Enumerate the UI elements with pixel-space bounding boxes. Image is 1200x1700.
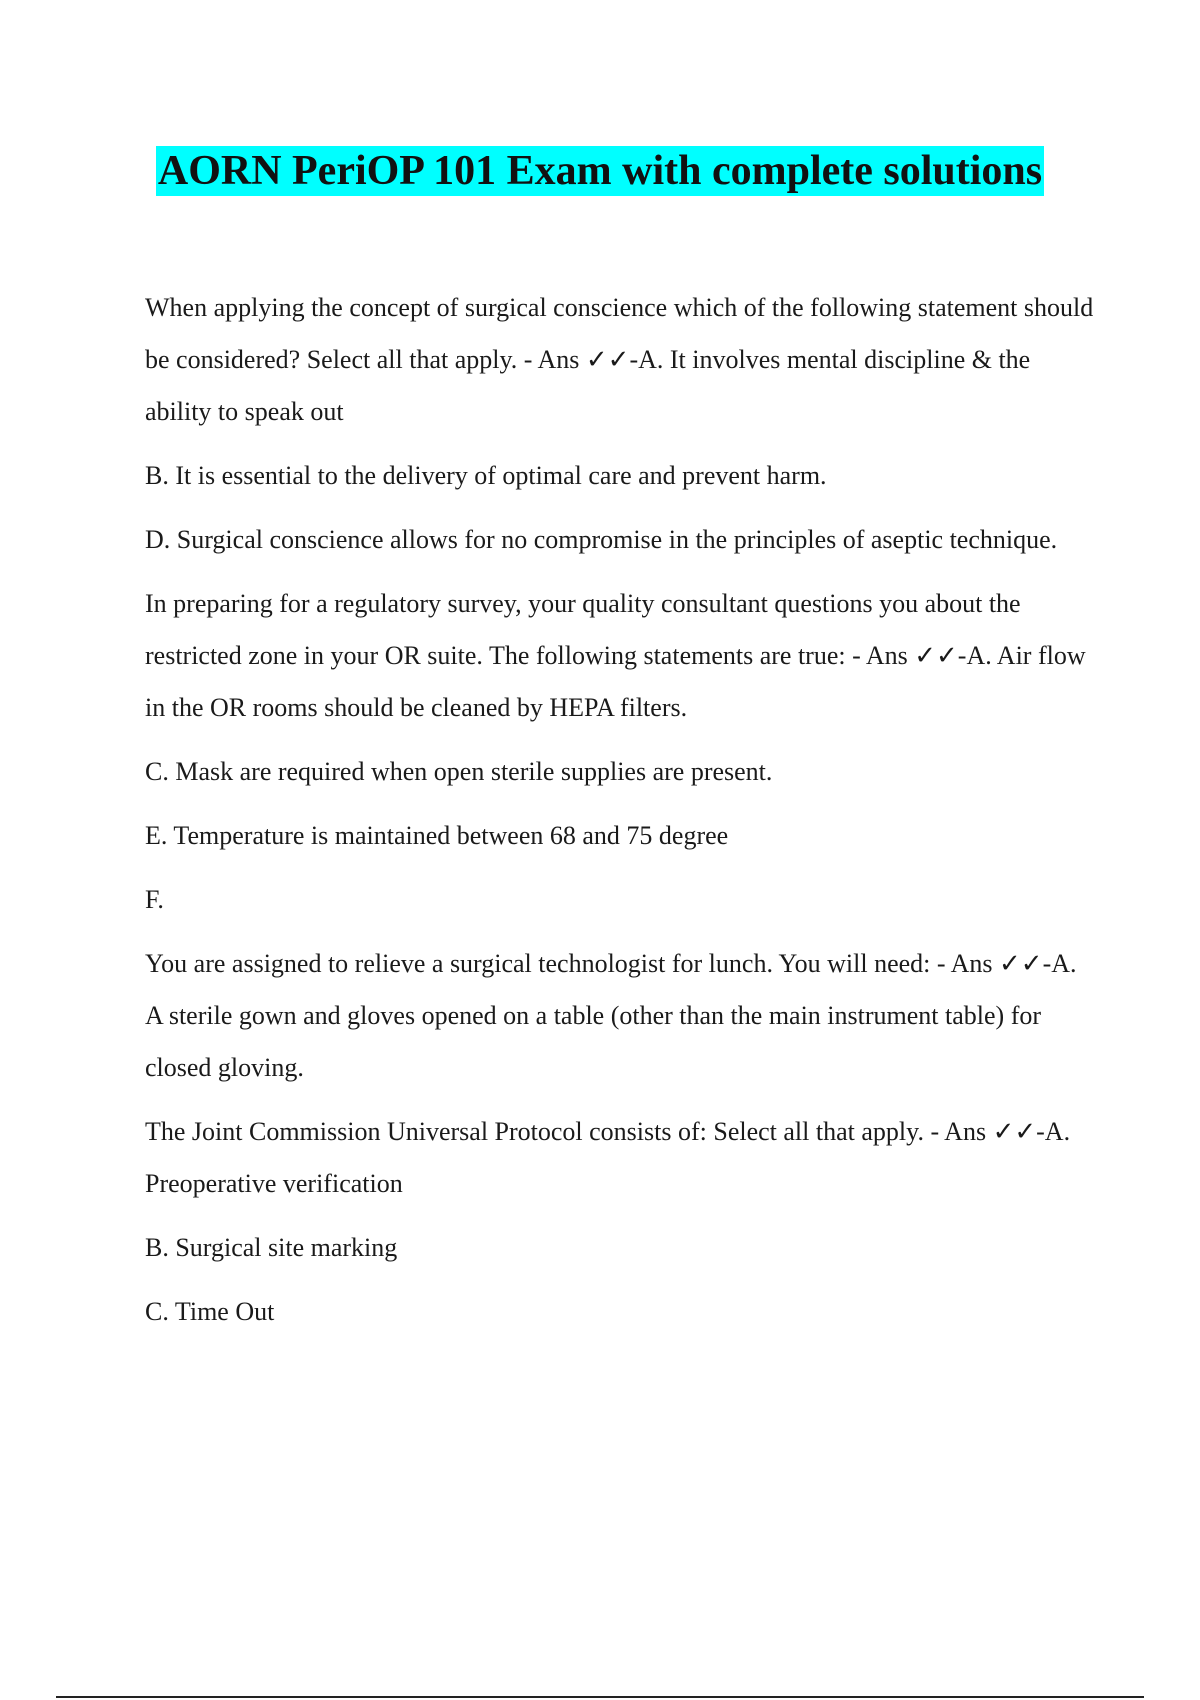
paragraph-q2-c: C. Mask are required when open sterile supplies are present. xyxy=(145,757,773,786)
paragraph-q2-e: E. Temperature is maintained between 68 and 75 degree xyxy=(145,821,729,850)
paragraph-q4: The Joint Commission Universal Protocol consists of: Select all that apply. - Ans ✓✓-A. Preoperative verification xyxy=(145,1117,1071,1198)
title-wrap xyxy=(0,146,1200,196)
paragraph-q1: When applying the concept of surgical conscience which of the following statement should be considered? Select all that apply. - Ans ✓✓-A. It involves mental discipline & the ability to speak out xyxy=(145,293,1094,426)
paragraph-q2: In preparing for a regulatory survey, your quality consultant questions you about the restricted zone in your OR suite. The following statements are true: - Ans ✓✓-A. Air flow in the OR rooms should be cleaned by HEPA filters. xyxy=(145,589,1086,722)
paragraph-q3: You are assigned to relieve a surgical technologist for lunch. You will need: - Ans ✓✓-A. A sterile gown and gloves opened on a table (other than the main instrument table) for closed gloving. xyxy=(145,949,1077,1082)
paragraph-q4-b: B. Surgical site marking xyxy=(145,1233,398,1262)
paragraph-q1-b: B. It is essential to the delivery of optimal care and prevent harm. xyxy=(145,461,827,490)
paragraph-q4-c: C. Time Out xyxy=(145,1297,275,1326)
document-body xyxy=(145,282,1095,1350)
bottom-divider xyxy=(56,1696,1144,1698)
paragraph-q2-f: F. xyxy=(145,885,164,914)
page-title: AORN PeriOP 101 Exam with complete solutions xyxy=(157,148,1043,194)
paragraph-q1-d: D. Surgical conscience allows for no compromise in the principles of aseptic technique. xyxy=(145,525,1058,554)
